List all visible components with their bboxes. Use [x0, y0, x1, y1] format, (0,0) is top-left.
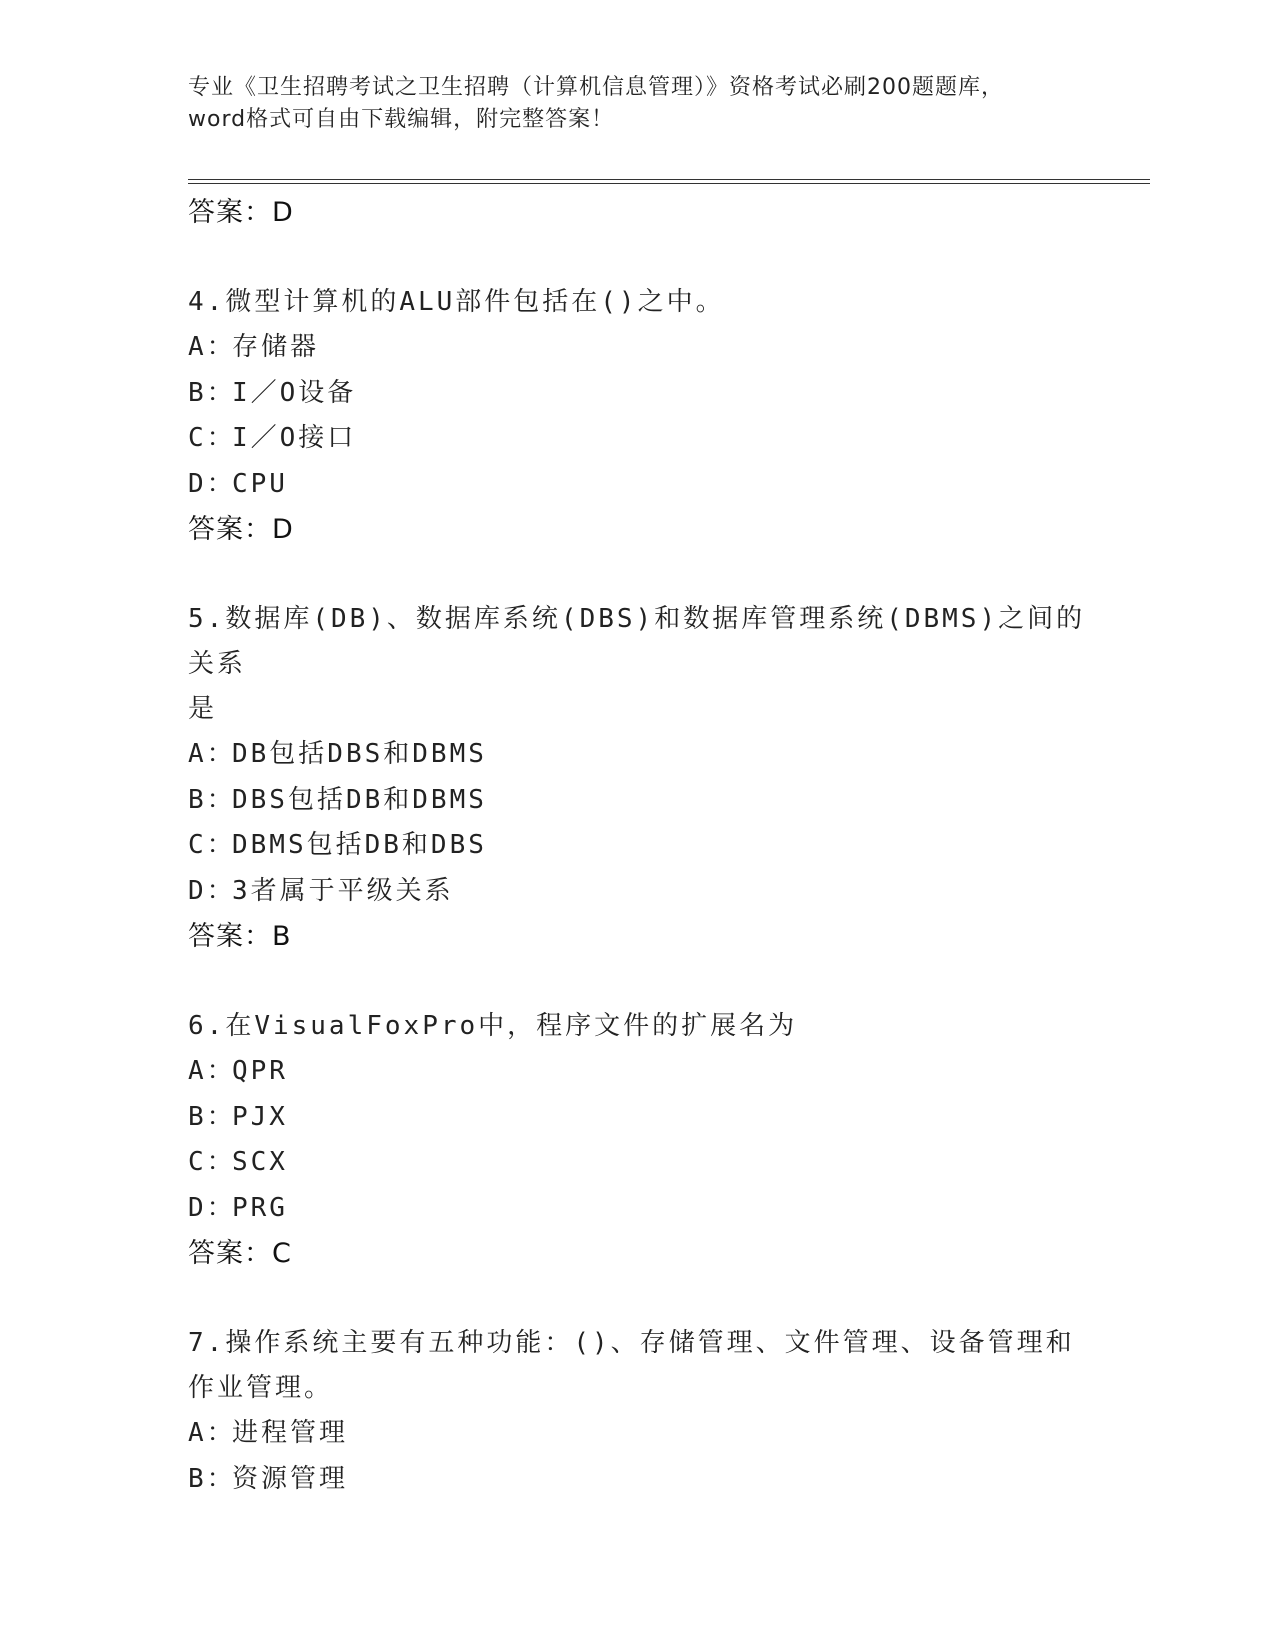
- option-a: [188, 732, 1088, 778]
- option-text: I／O接口: [232, 423, 357, 453]
- header-line-2: word格式可自由下载编辑，附完整答案！: [188, 107, 615, 132]
- option-letter: C：: [188, 423, 236, 453]
- option-letter: B：: [188, 784, 236, 815]
- question-number: 7.: [188, 1328, 226, 1358]
- header-divider-top: [188, 179, 1150, 180]
- question-7: [188, 1321, 1088, 1502]
- option-d: [188, 462, 1088, 508]
- option-text: PJX: [232, 1101, 288, 1132]
- option-letter: B：: [188, 377, 236, 408]
- question-4: [188, 280, 1088, 553]
- option-text: QPR: [232, 1056, 288, 1086]
- question-text-continued: 作业管理。: [188, 1373, 334, 1403]
- question-number: 6.: [188, 1011, 226, 1041]
- option-letter: C：: [188, 830, 236, 860]
- question-number: 5.: [188, 604, 226, 634]
- question-text-line: 数据库(DB)、数据库系统(DBS)和数据库管理系统(DBMS)之间的关系: [188, 604, 1086, 679]
- question-text: [188, 597, 1088, 687]
- option-d: [188, 869, 1088, 915]
- option-d: [188, 1186, 1088, 1232]
- option-text: 进程管理: [232, 1418, 349, 1448]
- option-letter: A：: [188, 1056, 236, 1086]
- option-text: DBMS包括DB和DBS: [232, 830, 487, 860]
- option-c: [188, 416, 1088, 462]
- option-text: I／O设备: [232, 377, 357, 408]
- question-text-line: 操作系统主要有五种功能：()、存储管理、文件管理、设备管理和: [225, 1328, 1075, 1358]
- option-text: CPU: [232, 468, 288, 499]
- option-a: [188, 325, 1088, 371]
- header-divider-bottom: [188, 183, 1150, 184]
- option-letter: C：: [188, 1147, 236, 1177]
- document-body: [188, 190, 1088, 1502]
- question-text-continued: 是: [188, 694, 218, 724]
- option-b: [188, 1457, 1088, 1503]
- question-text: [188, 280, 1088, 325]
- option-letter: B：: [188, 1101, 236, 1132]
- option-letter: D：: [188, 468, 236, 499]
- option-letter: A：: [188, 1418, 236, 1448]
- answer-line: 答案：B: [188, 921, 292, 952]
- question-text-line: 微型计算机的ALU部件包括在()之中。: [225, 287, 725, 317]
- option-text: DB包括DBS和DBMS: [232, 739, 487, 769]
- header-line-1: 专业《卫生招聘考试之卫生招聘（计算机信息管理）》资格考试必刷200题题库，: [188, 75, 1004, 100]
- option-text: SCX: [232, 1147, 288, 1177]
- option-letter: A：: [188, 739, 236, 769]
- option-b: [188, 371, 1088, 417]
- answer-line: 答案：C: [188, 1238, 292, 1269]
- question-6: [188, 1004, 1088, 1277]
- question-text: [188, 1004, 1088, 1049]
- question-5: [188, 597, 1088, 960]
- option-b: [188, 778, 1088, 824]
- option-text: 3者属于平级关系: [232, 875, 454, 906]
- option-c: [188, 1140, 1088, 1186]
- question-number: 4.: [188, 287, 226, 317]
- question-text: [188, 1321, 1088, 1366]
- option-a: [188, 1049, 1088, 1095]
- option-a: [188, 1411, 1088, 1457]
- option-text: PRG: [232, 1192, 288, 1223]
- question-text-line: 在VisualFoxPro中，程序文件的扩展名为: [225, 1011, 798, 1041]
- option-text: DBS包括DB和DBMS: [232, 784, 487, 815]
- option-text: 存储器: [232, 332, 320, 362]
- option-text: 资源管理: [232, 1463, 349, 1494]
- document-header: [188, 72, 1088, 136]
- answer-line: 答案：D: [188, 514, 294, 545]
- option-b: [188, 1095, 1088, 1141]
- option-letter: A：: [188, 332, 236, 362]
- option-letter: B：: [188, 1463, 236, 1494]
- option-letter: D：: [188, 1192, 236, 1223]
- option-letter: D：: [188, 875, 236, 906]
- answer-line: 答案：D: [188, 197, 294, 228]
- option-c: [188, 823, 1088, 869]
